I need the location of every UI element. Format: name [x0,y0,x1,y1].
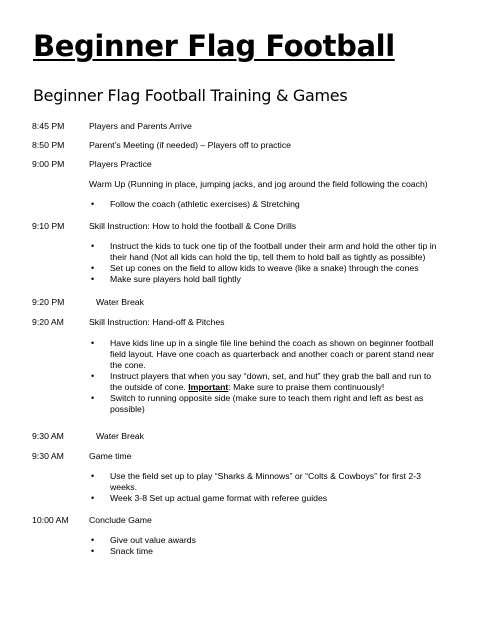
schedule-time: 9:20 PM [32,297,65,307]
list-item: • Give out value awards [89,535,479,546]
page-title: Beginner Flag Football [33,29,395,63]
schedule-desc: Water Break [96,297,144,307]
list-item: • Instruct players that when you say “down, set, and hut” they grab the ball and run to the outside of cone. Important: Make sure to praise them continuously! [89,371,479,393]
schedule-desc: Parent’s Meeting (if needed) – Players off to practice [89,140,292,150]
schedule-time: 9:10 PM [32,221,65,231]
schedule-desc: Skill Instruction: Hand-off & Pitches [89,317,225,327]
list-item: • Follow the coach (athletic exercises) & Stretching [89,199,479,210]
schedule-desc: Players Practice [89,159,152,169]
schedule-desc: Skill Instruction: How to hold the football & Cone Drills [89,221,297,231]
list-item: • Week 3-8 Set up actual game format with referee guides [89,493,479,504]
schedule-time: 9:20 AM [32,317,64,327]
schedule-time: 8:50 PM [32,140,65,150]
list-item: • Use the field set up to play “Sharks & Minnows” or “Colts & Cowboys” for first 2-3 weeks. [89,471,479,493]
schedule-time: 9:30 AM [32,431,64,441]
schedule-time: 9:30 AM [32,451,64,461]
bullet-list [89,471,479,504]
schedule-desc: Players and Parents Arrive [89,121,192,131]
schedule-time: 10:00 AM [32,515,69,525]
schedule-time: 8:45 PM [32,121,65,131]
bullet-list [89,535,479,557]
page-subtitle: Beginner Flag Football Training & Games [33,86,348,105]
list-item: • Have kids line up in a single file line behind the coach as shown on beginner football field layout. Have one coach as quarterback and another coach or parent stand near the cone. [89,338,479,371]
schedule-desc: Conclude Game [89,515,152,525]
schedule-desc: Water Break [96,431,144,441]
list-item: • Make sure players hold ball tightly [89,274,479,285]
list-item: • Set up cones on the field to allow kids to weave (like a snake) through the cones [89,263,479,274]
important-label: Important [188,382,229,392]
bullet-list [89,338,479,415]
schedule-desc: Game time [89,451,132,461]
list-item: • Switch to running opposite side (make sure to teach them right and left as best as possible) [89,393,479,415]
bullet-list [89,199,479,210]
schedule-time: 9:00 PM [32,159,65,169]
bullet-list [89,241,479,285]
warm-up-note: Warm Up (Running in place, jumping jacks, and jog around the field following the coach) [89,179,428,189]
list-item: • Snack time [89,546,479,557]
list-item: • Instruct the kids to tuck one tip of the football under their arm and hold the other tip in their hand (Not all kids can hold the tip, tell them to hold ball as tightly as possible) [89,241,479,263]
